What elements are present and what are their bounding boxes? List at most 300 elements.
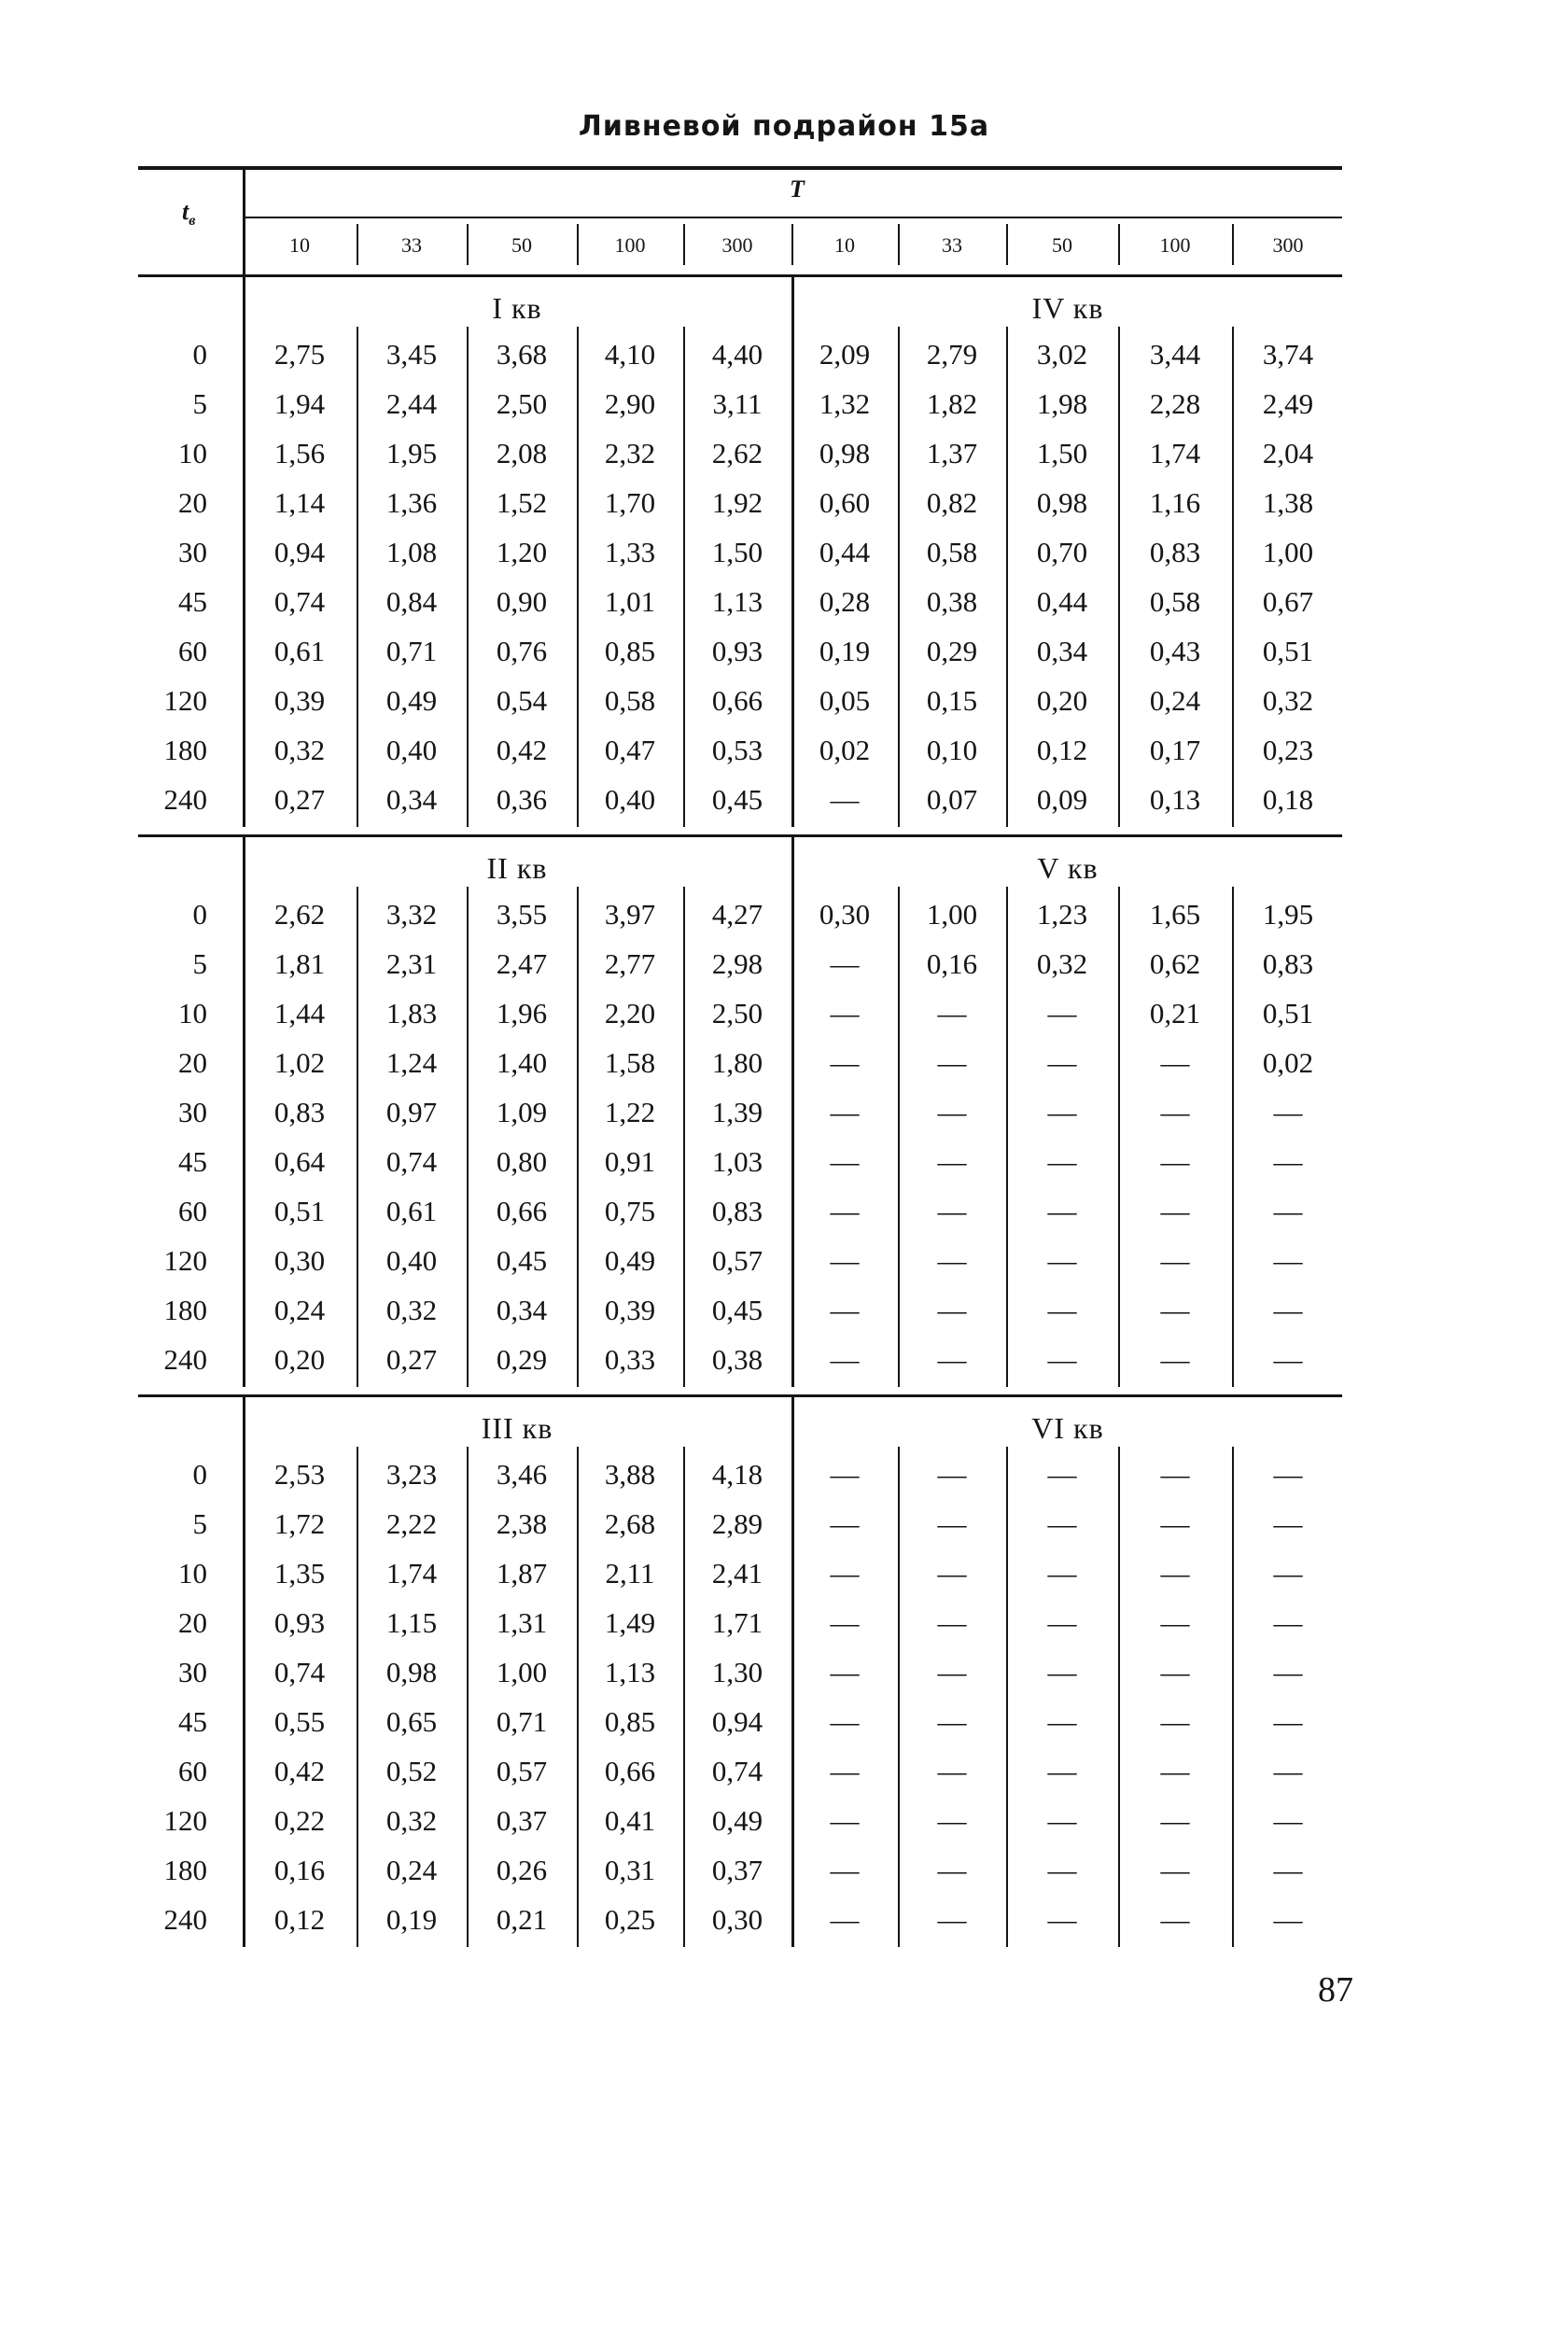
table-cell: 0,45 <box>711 783 763 816</box>
table-cell: 0,32 <box>385 1804 438 1837</box>
time-value: 0 <box>192 338 207 371</box>
table-top-rule <box>138 166 1342 170</box>
time-value: 20 <box>178 1046 207 1079</box>
table-cell: 0,57 <box>496 1755 548 1787</box>
table-cell: 0,98 <box>819 437 871 469</box>
time-value: 60 <box>178 1195 207 1227</box>
table-cell: 0,82 <box>926 486 978 519</box>
table-cell: 3,88 <box>604 1458 656 1491</box>
table-cell: 0,80 <box>496 1145 548 1178</box>
table-cell: 0,12 <box>273 1903 326 1936</box>
table-cell: 1,44 <box>273 997 326 1029</box>
table-cell: — <box>1047 1507 1077 1540</box>
table-cell: — <box>1160 1507 1190 1540</box>
table-cell: — <box>1047 1705 1077 1738</box>
table-cell: — <box>937 1046 967 1079</box>
table-cell: 2,31 <box>385 947 438 980</box>
table-cell: — <box>1047 1195 1077 1227</box>
table-cell: 1,52 <box>496 486 548 519</box>
table-cell: 0,07 <box>926 783 978 816</box>
table-cell: 0,49 <box>604 1244 656 1277</box>
table-cell: 1,31 <box>496 1606 548 1639</box>
table-cell: 2,53 <box>273 1458 326 1491</box>
table-cell: 2,68 <box>604 1507 656 1540</box>
table-cell: 1,92 <box>711 486 763 519</box>
table-cell: 1,50 <box>711 536 763 568</box>
table-cell: — <box>937 1294 967 1326</box>
table-cell: — <box>830 1557 860 1590</box>
table-cell: — <box>1160 1195 1190 1227</box>
table-cell: — <box>937 1096 967 1128</box>
table-cell: 0,39 <box>604 1294 656 1326</box>
table-cell: — <box>1160 1096 1190 1128</box>
table-cell: 0,83 <box>273 1096 326 1128</box>
table-cell: 3,46 <box>496 1458 548 1491</box>
table-cell: 0,02 <box>819 734 871 766</box>
table-cell: 3,74 <box>1262 338 1314 371</box>
table-cell: 0,21 <box>1149 997 1201 1029</box>
table-cell: 0,41 <box>604 1804 656 1837</box>
table-cell: — <box>937 1195 967 1227</box>
table-cell: 0,74 <box>385 1145 438 1178</box>
table-cell: — <box>1273 1343 1303 1376</box>
table-cell: 0,66 <box>711 684 763 717</box>
table-cell: — <box>1273 1606 1303 1639</box>
table-cell: 2,20 <box>604 997 656 1029</box>
table-cell: 0,58 <box>604 684 656 717</box>
table-cell: 1,02 <box>273 1046 326 1079</box>
table-cell: 0,51 <box>1262 635 1314 667</box>
table-cell: — <box>1160 1145 1190 1178</box>
table-cell: 0,23 <box>1262 734 1314 766</box>
table-cell: 0,42 <box>273 1755 326 1787</box>
table-cell: 1,83 <box>385 997 438 1029</box>
table-cell: — <box>937 1755 967 1787</box>
table-cell: — <box>1160 1606 1190 1639</box>
table-cell: 1,13 <box>711 585 763 618</box>
table-cell: — <box>937 1804 967 1837</box>
table-cell: 0,97 <box>385 1096 438 1128</box>
table-cell: 1,15 <box>385 1606 438 1639</box>
table-cell: — <box>1273 1557 1303 1590</box>
table-cell: 0,93 <box>711 635 763 667</box>
period-header: 33 <box>942 233 962 257</box>
quarter-label-left: III кв <box>481 1411 553 1445</box>
table-cell: — <box>1273 1145 1303 1178</box>
table-cell: 2,62 <box>711 437 763 469</box>
table-cell: — <box>1273 1656 1303 1688</box>
table-cell: 0,19 <box>819 635 871 667</box>
table-cell: — <box>1160 1294 1190 1326</box>
table-cell: — <box>1273 1458 1303 1491</box>
table-cell: 0,09 <box>1036 783 1088 816</box>
table-cell: 0,34 <box>1036 635 1088 667</box>
table-cell: 0,98 <box>385 1656 438 1688</box>
table-cell: 0,25 <box>604 1903 656 1936</box>
table-cell: — <box>1160 1343 1190 1376</box>
table-cell: — <box>1047 1145 1077 1178</box>
table-cell: — <box>937 1145 967 1178</box>
table-cell: 0,76 <box>496 635 548 667</box>
quarter-label-left: I кв <box>492 291 542 325</box>
table-cell: 1,98 <box>1036 387 1088 420</box>
table-cell: — <box>1047 1755 1077 1787</box>
table-cell: — <box>937 1244 967 1277</box>
table-cell: — <box>1160 1046 1190 1079</box>
quarter-label-left: II кв <box>486 851 548 885</box>
table-cell: 0,42 <box>496 734 548 766</box>
table-cell: 1,13 <box>604 1656 656 1688</box>
table-cell: — <box>830 1195 860 1227</box>
table-cell: 1,81 <box>273 947 326 980</box>
table-cell: 0,51 <box>1262 997 1314 1029</box>
table-cell: — <box>1047 1096 1077 1128</box>
period-header: 100 <box>1159 233 1191 257</box>
table-cell: — <box>1273 1854 1303 1886</box>
table-cell: — <box>1160 1854 1190 1886</box>
table-cell: 0,83 <box>1262 947 1314 980</box>
time-value: 45 <box>178 585 207 618</box>
table-cell: — <box>1160 1705 1190 1738</box>
table-cell: — <box>1273 1294 1303 1326</box>
table-cell: 0,20 <box>1036 684 1088 717</box>
table-cell: 0,83 <box>1149 536 1201 568</box>
table-cell: — <box>1160 1458 1190 1491</box>
table-cell: 0,31 <box>604 1854 656 1886</box>
table-cell: 0,16 <box>926 947 978 980</box>
table-cell: — <box>1160 1656 1190 1688</box>
table-cell: 0,44 <box>1036 585 1088 618</box>
table-cell: 0,17 <box>1149 734 1201 766</box>
table-cell: — <box>1047 1557 1077 1590</box>
page-number: 87 <box>1318 1970 1353 2010</box>
table-cell: — <box>937 1606 967 1639</box>
block-separator-rule <box>138 834 1342 837</box>
block-separator-rule <box>138 1394 1342 1397</box>
table-cell: 0,47 <box>604 734 656 766</box>
table-cell: — <box>1047 1294 1077 1326</box>
table-cell: 0,10 <box>926 734 978 766</box>
header-column-divider <box>1118 224 1120 265</box>
table-cell: 0,30 <box>711 1903 763 1936</box>
table-cell: 1,00 <box>926 898 978 931</box>
header-column-divider <box>1232 224 1234 265</box>
table-cell: 0,65 <box>385 1705 438 1738</box>
table-cell: 1,40 <box>496 1046 548 1079</box>
table-cell: — <box>1047 997 1077 1029</box>
table-cell: 0,98 <box>1036 486 1088 519</box>
table-cell: 3,02 <box>1036 338 1088 371</box>
time-value: 5 <box>192 947 207 980</box>
period-header: 300 <box>721 233 753 257</box>
table-cell: 4,40 <box>711 338 763 371</box>
table-cell: 2,09 <box>819 338 871 371</box>
table-cell: 1,20 <box>496 536 548 568</box>
table-cell: — <box>937 1343 967 1376</box>
table-cell: 0,19 <box>385 1903 438 1936</box>
table-cell: 0,43 <box>1149 635 1201 667</box>
table-cell: 0,30 <box>273 1244 326 1277</box>
table-cell: — <box>937 1557 967 1590</box>
table-cell: 3,44 <box>1149 338 1201 371</box>
table-cell: 0,02 <box>1262 1046 1314 1079</box>
table-cell: 1,37 <box>926 437 978 469</box>
table-cell: 0,38 <box>926 585 978 618</box>
table-cell: 0,55 <box>273 1705 326 1738</box>
time-value: 10 <box>178 997 207 1029</box>
period-header: 100 <box>614 233 646 257</box>
table-cell: 2,38 <box>496 1507 548 1540</box>
table-cell: 0,32 <box>385 1294 438 1326</box>
table-cell: 1,74 <box>385 1557 438 1590</box>
table-cell: 3,68 <box>496 338 548 371</box>
table-cell: 1,71 <box>711 1606 763 1639</box>
table-cell: — <box>937 1705 967 1738</box>
table-cell: 2,62 <box>273 898 326 931</box>
table-cell: 2,50 <box>711 997 763 1029</box>
table-cell: — <box>1047 1656 1077 1688</box>
table-cell: — <box>830 1244 860 1277</box>
table-cell: — <box>830 1458 860 1491</box>
table-cell: 0,75 <box>604 1195 656 1227</box>
page-title: Ливневой подрайон 15а <box>578 110 990 143</box>
table-cell: 1,72 <box>273 1507 326 1540</box>
table-cell: 3,45 <box>385 338 438 371</box>
table-cell: 0,16 <box>273 1854 326 1886</box>
table-cell: — <box>1047 1854 1077 1886</box>
table-cell: 2,04 <box>1262 437 1314 469</box>
table-cell: 1,22 <box>604 1096 656 1128</box>
table-cell: 1,50 <box>1036 437 1088 469</box>
table-cell: 1,82 <box>926 387 978 420</box>
header-column-divider <box>357 224 358 265</box>
table-cell: 0,32 <box>273 734 326 766</box>
table-cell: 3,55 <box>496 898 548 931</box>
table-cell: 0,85 <box>604 1705 656 1738</box>
time-value: 60 <box>178 635 207 667</box>
table-cell: 1,01 <box>604 585 656 618</box>
table-cell: — <box>937 1656 967 1688</box>
table-cell: 0,40 <box>385 1244 438 1277</box>
table-cell: 0,22 <box>273 1804 326 1837</box>
table-cell: — <box>830 997 860 1029</box>
table-cell: 0,84 <box>385 585 438 618</box>
table-cell: 0,37 <box>496 1804 548 1837</box>
time-value: 10 <box>178 1557 207 1590</box>
table-cell: 0,51 <box>273 1195 326 1227</box>
period-header: 50 <box>1052 233 1072 257</box>
table-cell: 1,95 <box>1262 898 1314 931</box>
table-cell: 1,95 <box>385 437 438 469</box>
table-cell: 3,32 <box>385 898 438 931</box>
table-cell: — <box>1273 1804 1303 1837</box>
table-cell: — <box>1047 1804 1077 1837</box>
table-cell: — <box>1047 1458 1077 1491</box>
table-cell: 1,58 <box>604 1046 656 1079</box>
table-cell: 0,54 <box>496 684 548 717</box>
table-cell: 2,41 <box>711 1557 763 1590</box>
time-value: 240 <box>163 783 207 816</box>
table-cell: 4,18 <box>711 1458 763 1491</box>
header-column-divider <box>577 224 579 265</box>
table-cell: 0,67 <box>1262 585 1314 618</box>
table-cell: 0,60 <box>819 486 871 519</box>
table-cell: 0,44 <box>819 536 871 568</box>
table-cell: 1,39 <box>711 1096 763 1128</box>
table-cell: 1,96 <box>496 997 548 1029</box>
header-column-divider <box>898 224 900 265</box>
table-cell: 0,27 <box>385 1343 438 1376</box>
table-cell: 0,94 <box>711 1705 763 1738</box>
table-cell: — <box>830 1705 860 1738</box>
table-cell: — <box>830 1294 860 1326</box>
row-symbol <box>182 198 195 235</box>
table-cell: 0,34 <box>496 1294 548 1326</box>
table-cell: — <box>1273 1705 1303 1738</box>
table-cell: — <box>830 1656 860 1688</box>
table-cell: 0,26 <box>496 1854 548 1886</box>
time-value: 180 <box>163 1294 207 1326</box>
table-cell: 0,15 <box>926 684 978 717</box>
table-cell: 1,24 <box>385 1046 438 1079</box>
table-cell: 0,13 <box>1149 783 1201 816</box>
table-cell: 0,29 <box>926 635 978 667</box>
table-cell: 1,23 <box>1036 898 1088 931</box>
table-cell: — <box>1273 1244 1303 1277</box>
table-cell: — <box>937 1854 967 1886</box>
period-group-rule <box>243 217 1342 218</box>
table-cell: — <box>830 1755 860 1787</box>
table-cell: 1,00 <box>1262 536 1314 568</box>
header-column-divider <box>467 224 469 265</box>
table-cell: 0,12 <box>1036 734 1088 766</box>
table-cell: 0,61 <box>385 1195 438 1227</box>
time-value: 60 <box>178 1755 207 1787</box>
table-cell: 0,70 <box>1036 536 1088 568</box>
table-cell: — <box>1160 1557 1190 1590</box>
table-cell: 0,66 <box>496 1195 548 1227</box>
table-cell: 2,44 <box>385 387 438 420</box>
table-cell: — <box>830 1903 860 1936</box>
table-cell: — <box>830 1606 860 1639</box>
table-cell: 0,91 <box>604 1145 656 1178</box>
table-cell: 0,34 <box>385 783 438 816</box>
table-cell: — <box>1047 1343 1077 1376</box>
table-cell: 0,24 <box>1149 684 1201 717</box>
table-cell: 2,89 <box>711 1507 763 1540</box>
table-cell: — <box>1047 1046 1077 1079</box>
table-cell: 0,49 <box>711 1804 763 1837</box>
time-value: 5 <box>192 387 207 420</box>
header-column-divider <box>683 224 685 265</box>
table-cell: 2,90 <box>604 387 656 420</box>
time-value: 30 <box>178 1096 207 1128</box>
table-cell: — <box>830 1507 860 1540</box>
table-cell: 0,53 <box>711 734 763 766</box>
table-cell: — <box>1160 1755 1190 1787</box>
table-cell: 0,38 <box>711 1343 763 1376</box>
time-value: 45 <box>178 1145 207 1178</box>
quarter-label-right: VI кв <box>1031 1411 1104 1445</box>
table-cell: 1,49 <box>604 1606 656 1639</box>
table-cell: — <box>937 1458 967 1491</box>
table-cell: — <box>1160 1244 1190 1277</box>
table-cell: — <box>830 1854 860 1886</box>
table-cell: 2,22 <box>385 1507 438 1540</box>
table-cell: 0,85 <box>604 635 656 667</box>
table-cell: 2,08 <box>496 437 548 469</box>
table-cell: 0,36 <box>496 783 548 816</box>
header-column-divider <box>1006 224 1008 265</box>
table-cell: 2,49 <box>1262 387 1314 420</box>
table-cell: 0,58 <box>926 536 978 568</box>
table-cell: — <box>1160 1903 1190 1936</box>
table-cell: 0,39 <box>273 684 326 717</box>
table-cell: 0,37 <box>711 1854 763 1886</box>
row-symbol-letter: t <box>182 198 189 225</box>
table-cell: 2,28 <box>1149 387 1201 420</box>
table-cell: 1,35 <box>273 1557 326 1590</box>
table-cell: — <box>1047 1244 1077 1277</box>
header-column-divider <box>791 224 793 265</box>
table-cell: 4,27 <box>711 898 763 931</box>
table-cell: 0,20 <box>273 1343 326 1376</box>
period-group-label: T <box>790 175 805 203</box>
table-cell: — <box>937 1507 967 1540</box>
table-cell: 0,40 <box>604 783 656 816</box>
table-cell: 0,30 <box>819 898 871 931</box>
table-cell: 1,03 <box>711 1145 763 1178</box>
header-bottom-rule <box>138 274 1342 277</box>
table-cell: 0,64 <box>273 1145 326 1178</box>
time-value: 180 <box>163 734 207 766</box>
table-cell: 0,74 <box>711 1755 763 1787</box>
time-value: 5 <box>192 1507 207 1540</box>
quarter-label-right: IV кв <box>1031 291 1104 325</box>
table-cell: — <box>830 1096 860 1128</box>
table-cell: 0,61 <box>273 635 326 667</box>
table-cell: 3,23 <box>385 1458 438 1491</box>
table-cell: 1,00 <box>496 1656 548 1688</box>
table-cell: 1,16 <box>1149 486 1201 519</box>
table-cell: 2,47 <box>496 947 548 980</box>
table-cell: 2,50 <box>496 387 548 420</box>
table-cell: — <box>1273 1096 1303 1128</box>
table-cell: 1,56 <box>273 437 326 469</box>
time-value: 0 <box>192 898 207 931</box>
time-value: 120 <box>163 684 207 717</box>
time-value: 240 <box>163 1343 207 1376</box>
time-value: 10 <box>178 437 207 469</box>
table-cell: 1,80 <box>711 1046 763 1079</box>
table-cell: 0,71 <box>496 1705 548 1738</box>
table-cell: 0,49 <box>385 684 438 717</box>
table-cell: 0,74 <box>273 585 326 618</box>
table-cell: 0,45 <box>711 1294 763 1326</box>
table-cell: 4,10 <box>604 338 656 371</box>
row-symbol-subscript: в <box>189 213 196 230</box>
table-cell: 0,66 <box>604 1755 656 1787</box>
table-cell: — <box>1047 1606 1077 1639</box>
table-cell: 2,79 <box>926 338 978 371</box>
table-cell: 0,83 <box>711 1195 763 1227</box>
time-value: 240 <box>163 1903 207 1936</box>
table-cell: 0,24 <box>273 1294 326 1326</box>
period-header: 50 <box>511 233 532 257</box>
table-cell: 2,98 <box>711 947 763 980</box>
table-cell: 0,52 <box>385 1755 438 1787</box>
time-value: 120 <box>163 1804 207 1837</box>
